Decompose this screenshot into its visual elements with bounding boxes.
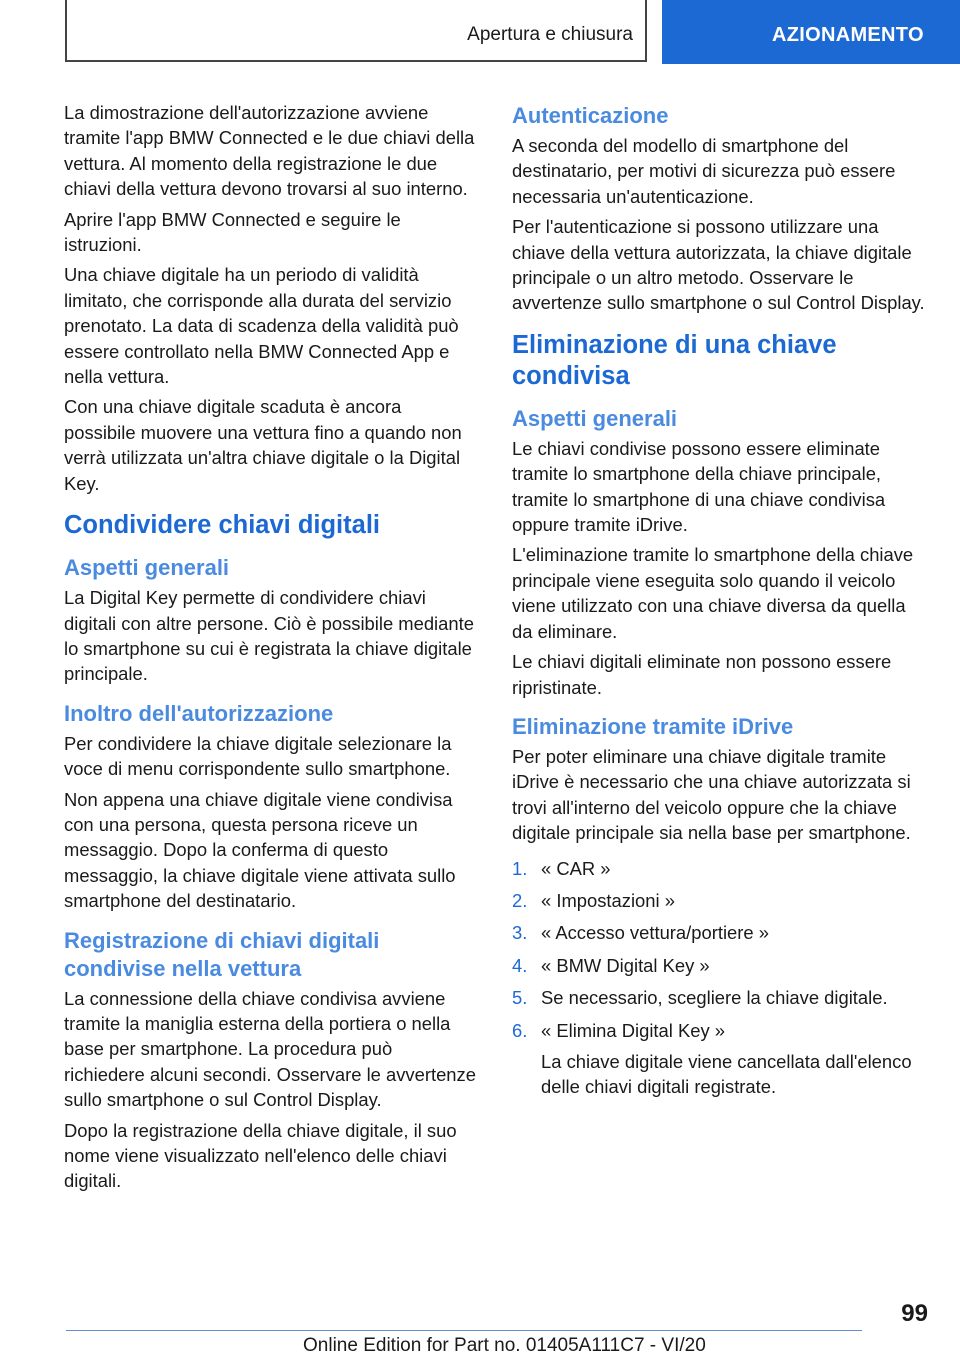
paragraph: Per condividere la chiave digitale selezionare la voce di menu corrispondente sullo smartphone. xyxy=(64,732,452,780)
header-chapter-tab: AZIONAMENTO xyxy=(662,0,960,64)
paragraph: La connessione della chiave condivisa avviene tramite la maniglia esterna della portiera o nella base per smartphone. La procedura può richiedere alcuni secondi. Osservare le avvertenze sullo smartphone o sul Control Display. xyxy=(64,987,476,1111)
subheading-delete-idrive: Eliminazione tramite iDrive xyxy=(512,713,794,739)
subheading-general: Aspetti generali xyxy=(64,555,230,581)
footer-divider xyxy=(66,1330,862,1331)
page-number: 99 xyxy=(901,1300,928,1327)
steps-list xyxy=(512,856,926,1100)
header-section-box xyxy=(65,0,647,62)
step-text: « BMW Digital Key » xyxy=(541,954,710,976)
paragraph: Le chiavi digitali eliminate non possono essere ripristinate. xyxy=(512,651,892,698)
list-item xyxy=(512,888,926,913)
page-header xyxy=(0,0,960,66)
subheading-general: Aspetti generali xyxy=(512,405,678,431)
step-number: 5. xyxy=(512,987,528,1009)
step-number: 4. xyxy=(512,954,528,976)
paragraph: L'eliminazione tramite lo smartphone della chiave principale viene eseguita solo quando il veicolo viene utilizzato con una chiave diversa da quella da eliminare. xyxy=(512,544,914,642)
paragraph: Per poter eliminare una chiave digitale tramite iDrive è necessario che una chiave autorizzata si trovi all'interno del veicolo oppure che la chiave digitale principale sia nella base per smartphone. xyxy=(512,745,911,844)
step-text: Se necessario, scegliere la chiave digitale. xyxy=(541,987,888,1009)
list-item xyxy=(512,856,926,881)
step-number: 1. xyxy=(512,857,528,879)
paragraph: A seconda del modello di smartphone del destinatario, per motivi di sicurezza può essere necessaria un'autenticazione. xyxy=(512,135,896,207)
step-text: « Impostazioni » xyxy=(541,889,675,911)
paragraph: Aprire l'app BMW Connected e seguire le istruzioni. xyxy=(64,208,401,256)
step-text: « Elimina Digital Key » xyxy=(541,1019,725,1041)
paragraph: Dopo la registrazione della chiave digitale, il suo nome viene visualizzato nell'elenco delle chiavi digitali. xyxy=(64,1119,457,1192)
step-number: 2. xyxy=(512,889,528,911)
subheading-register-shared-keys: Registrazione di chiavi digitali condivise nella vettura xyxy=(64,927,380,981)
right-column xyxy=(512,100,926,1107)
paragraph: La Digital Key permette di condividere chiavi digitali con altre persone. Ciò è possibile mediante lo smartphone su cui è registrata la chiave digitale principale. xyxy=(64,587,474,685)
header-section-title: Apertura e chiusura xyxy=(467,24,633,45)
paragraph: Per l'autenticazione si possono utilizzare una chiave della vettura autorizzata, la chiave digitale principale o un altro metodo. Osservare le avvertenze sullo smartphone o sul Control Display. xyxy=(512,216,925,314)
subheading-authentication: Autenticazione xyxy=(512,103,669,128)
step-number: 6. xyxy=(512,1019,528,1041)
list-item xyxy=(512,985,926,1010)
list-item xyxy=(512,920,926,945)
list-item xyxy=(512,1018,926,1100)
list-item xyxy=(512,953,926,978)
heading-delete-shared-key: Eliminazione di una chiave condivisa xyxy=(512,330,837,390)
paragraph: Non appena una chiave digitale viene condivisa con una persona, questa persona riceve un messaggio. Dopo la conferma di questo messaggio, la chiave digitale viene attivata sullo smartphone del destinatario. xyxy=(64,788,456,912)
left-column xyxy=(64,100,478,1199)
step-number: 3. xyxy=(512,922,528,944)
subheading-forward-authorization: Inoltro dell'autorizzazione xyxy=(64,700,334,726)
paragraph: Le chiavi condivise possono essere eliminate tramite lo smartphone della chiave principale, tramite lo smartphone di una chiave condivisa oppure tramite iDrive. xyxy=(512,437,886,536)
step-text: « CAR » xyxy=(541,857,611,879)
edition-text: Online Edition for Part no. 01405A111C7 - VI/20 xyxy=(303,1335,706,1356)
paragraph: La dimostrazione dell'autorizzazione avviene tramite l'app BMW Connected e le due chiavi della vettura. Al momento della registrazione le due chiavi della vettura devono trovarsi al suo interno. xyxy=(64,102,475,200)
paragraph: Una chiave digitale ha un periodo di validità limitato, che corrisponde alla durata del servizio prenotato. La data di scadenza della validità può essere controllato nella BMW Connected App e nella vettura. xyxy=(64,264,459,388)
paragraph: Con una chiave digitale scaduta è ancora possibile muovere una vettura fino a quando non verrà utilizzata un'altra chiave digitale o la Digital Key. xyxy=(64,396,462,494)
step-text: « Accesso vettura/portiere » xyxy=(541,922,769,944)
heading-share-keys: Condividere chiavi digitali xyxy=(64,511,380,540)
step-result-text: La chiave digitale viene cancellata dall'elenco delle chiavi digitali registrate. xyxy=(541,1050,912,1098)
